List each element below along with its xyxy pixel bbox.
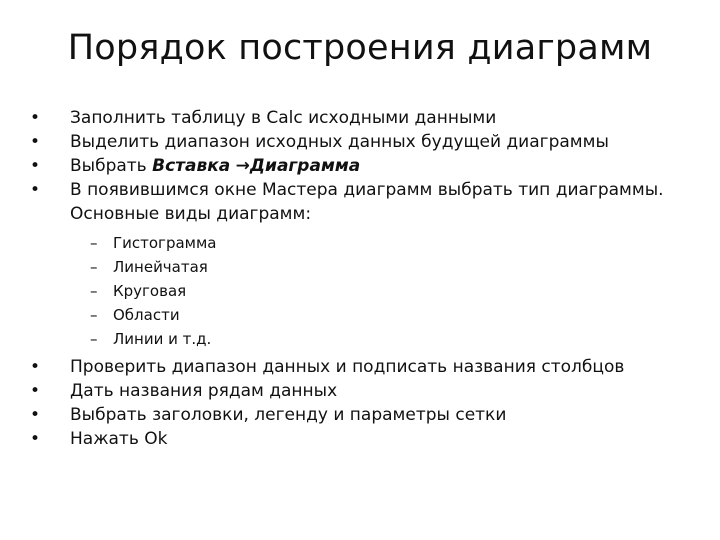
bullet-text: Выделить диапазон исходных данных будущей диаграммы xyxy=(70,132,609,152)
dash-marker: – xyxy=(90,282,98,300)
bullet-item xyxy=(28,403,678,427)
dash-marker: – xyxy=(90,234,98,252)
bullet-dot: • xyxy=(30,132,41,152)
dash-marker: – xyxy=(90,330,98,348)
sub-item xyxy=(90,303,678,327)
bullet-item xyxy=(28,379,678,403)
bullet-text: Выбрать заголовки, легенду и параметры сетки xyxy=(70,405,507,425)
sub-item xyxy=(90,279,678,303)
bullet-prefix: Выбрать xyxy=(70,156,153,176)
sub-list xyxy=(70,231,678,351)
bullet-text xyxy=(70,154,678,178)
bullet-dot: • xyxy=(30,381,41,401)
dash-marker: – xyxy=(90,306,98,324)
bullet-text: Дать названия рядам данных xyxy=(70,381,338,401)
submenu-name: Диаграмма xyxy=(249,156,361,176)
bullet-dot: • xyxy=(30,429,41,449)
bullet-item xyxy=(28,106,678,130)
sub-item xyxy=(90,231,678,255)
bullet-list xyxy=(28,106,678,451)
bullet-item xyxy=(28,178,678,351)
bullet-item xyxy=(28,355,678,379)
bullet-text: Заполнить таблицу в Calc исходными данными xyxy=(70,108,497,128)
sub-item xyxy=(90,327,678,351)
bullet-dot: • xyxy=(30,357,41,377)
bullet-dot: • xyxy=(30,156,41,176)
bullet-dot: • xyxy=(30,405,41,425)
dash-marker: – xyxy=(90,258,98,276)
bullet-item xyxy=(28,427,678,451)
bullet-item xyxy=(28,154,678,178)
bullet-text: Проверить диапазон данных и подписать названия столбцов xyxy=(70,357,625,377)
sub-item-text: Линейчатая xyxy=(113,258,208,276)
bullet-dot: • xyxy=(30,180,41,200)
sub-item-text: Круговая xyxy=(113,282,187,300)
bullet-dot: • xyxy=(30,108,41,128)
slide-title: Порядок построения диаграмм xyxy=(67,28,653,68)
sub-item-text: Линии и т.д. xyxy=(113,330,212,348)
bullet-text: Нажать Ok xyxy=(70,429,168,449)
menu-name: Вставка xyxy=(152,156,231,176)
arrow-icon: → xyxy=(235,156,250,176)
bullet-text: В появившимся окне Мастера диаграмм выбрать тип диаграммы. Основные виды диаграмм: xyxy=(70,180,664,224)
bullet-item xyxy=(28,130,678,154)
sub-item-text: Области xyxy=(113,306,180,324)
sub-item xyxy=(90,255,678,279)
sub-item-text: Гистограмма xyxy=(113,234,217,252)
